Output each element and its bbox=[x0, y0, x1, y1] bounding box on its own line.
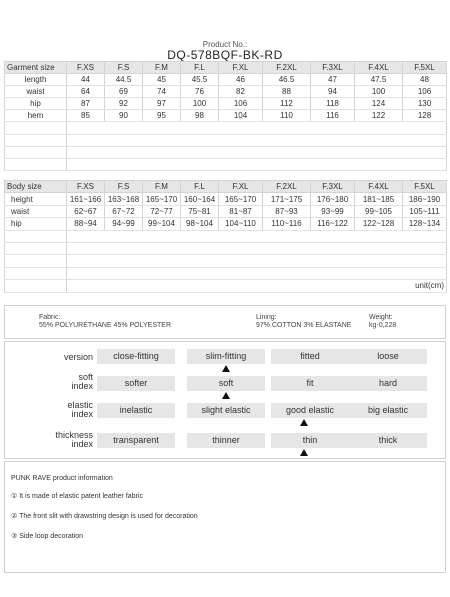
fabric-info bbox=[39, 314, 171, 330]
product-info-title: PUNK RAVE product information bbox=[11, 475, 113, 482]
table-cell: 92 bbox=[105, 98, 143, 110]
table-row bbox=[5, 218, 447, 230]
table-cell: 67~72 bbox=[105, 205, 143, 217]
row-label: waist bbox=[5, 205, 67, 217]
table-cell: 44 bbox=[67, 74, 105, 86]
table-cell: 105~111 bbox=[403, 205, 447, 217]
table-cell: 97 bbox=[143, 98, 181, 110]
index-row-soft bbox=[5, 373, 447, 397]
row-label: waist bbox=[5, 86, 67, 98]
row-label: hip bbox=[5, 98, 67, 110]
index-option-selected: thin bbox=[271, 433, 349, 448]
table-cell: 116~122 bbox=[311, 218, 355, 230]
table-cell: 81~87 bbox=[219, 205, 263, 217]
selection-marker-icon bbox=[300, 449, 308, 456]
table-cell: 110~116 bbox=[263, 218, 311, 230]
index-label: version bbox=[63, 352, 93, 362]
table-cell: 74 bbox=[143, 86, 181, 98]
selection-marker-icon bbox=[222, 365, 230, 372]
index-label: elastic index bbox=[67, 400, 93, 419]
table-cell: 46 bbox=[219, 74, 263, 86]
table-row bbox=[5, 110, 447, 122]
table-cell: 87~93 bbox=[263, 205, 311, 217]
selection-marker-icon bbox=[222, 392, 230, 399]
size-header: F.4XL bbox=[355, 181, 403, 193]
size-header: F.XL bbox=[219, 181, 263, 193]
index-option-selected: soft bbox=[187, 376, 265, 391]
list-item: ② The front slit with drawstring design is used for decoration bbox=[11, 513, 198, 520]
table-cell: 85 bbox=[67, 110, 105, 122]
size-header: F.2XL bbox=[263, 62, 311, 74]
empty-row bbox=[5, 255, 447, 267]
table-row bbox=[5, 74, 447, 86]
table-cell: 45 bbox=[143, 74, 181, 86]
table-cell: 106 bbox=[403, 86, 447, 98]
size-header: F.XL bbox=[219, 62, 263, 74]
table-cell: 69 bbox=[105, 86, 143, 98]
table-cell: 122~128 bbox=[355, 218, 403, 230]
table-cell: 99~104 bbox=[143, 218, 181, 230]
index-option: transparent bbox=[97, 433, 175, 448]
table-cell: 72~77 bbox=[143, 205, 181, 217]
row-label: length bbox=[5, 74, 67, 86]
empty-row bbox=[5, 267, 447, 279]
size-header: F.XS bbox=[67, 181, 105, 193]
size-header: F.L bbox=[181, 181, 219, 193]
size-header: F.L bbox=[181, 62, 219, 74]
product-number-label: Product No.: bbox=[202, 40, 248, 49]
table-cell: 122 bbox=[355, 110, 403, 122]
table-cell: 48 bbox=[403, 74, 447, 86]
lining-info bbox=[256, 314, 351, 330]
fabric-label: Fabric: bbox=[39, 314, 61, 321]
materials-box bbox=[4, 305, 446, 339]
row-label: height bbox=[5, 193, 67, 205]
index-option: thick bbox=[349, 433, 427, 448]
size-header: F.S bbox=[105, 62, 143, 74]
index-option: loose bbox=[349, 349, 427, 364]
index-option-selected: slim-fitting bbox=[187, 349, 265, 364]
row-label: hip bbox=[5, 218, 67, 230]
index-label: thickness index bbox=[55, 430, 93, 449]
table-cell: 75~81 bbox=[181, 205, 219, 217]
index-option: close-fitting bbox=[97, 349, 175, 364]
list-item: ① It is made of elastic patent leather fabric bbox=[11, 493, 143, 500]
table-cell: 116 bbox=[311, 110, 355, 122]
weight-info bbox=[369, 314, 396, 330]
body-size-label: Body size bbox=[5, 181, 67, 193]
table-cell: 118 bbox=[311, 98, 355, 110]
product-header bbox=[0, 40, 450, 61]
table-cell: 90 bbox=[105, 110, 143, 122]
size-header: F.3XL bbox=[311, 181, 355, 193]
body-header-row bbox=[5, 181, 447, 193]
empty-row bbox=[5, 158, 447, 170]
table-row bbox=[5, 98, 447, 110]
table-cell: 130 bbox=[403, 98, 447, 110]
table-cell: 46.5 bbox=[263, 74, 311, 86]
table-cell: 104~110 bbox=[219, 218, 263, 230]
table-cell: 128~134 bbox=[403, 218, 447, 230]
table-row bbox=[5, 86, 447, 98]
table-cell: 100 bbox=[181, 98, 219, 110]
table-cell: 64 bbox=[67, 86, 105, 98]
empty-row bbox=[5, 230, 447, 242]
table-cell: 181~185 bbox=[355, 193, 403, 205]
size-header: F.5XL bbox=[403, 62, 447, 74]
table-cell: 171~175 bbox=[263, 193, 311, 205]
index-option: slight elastic bbox=[187, 403, 265, 418]
table-cell: 128 bbox=[403, 110, 447, 122]
empty-row bbox=[5, 122, 447, 134]
unit-row bbox=[5, 280, 447, 292]
empty-row bbox=[5, 146, 447, 158]
lining-value: 97% COTTON 3% ELASTANE bbox=[256, 322, 352, 329]
size-header: F.4XL bbox=[355, 62, 403, 74]
index-box bbox=[4, 341, 446, 459]
table-cell: 163~168 bbox=[105, 193, 143, 205]
table-cell: 98 bbox=[181, 110, 219, 122]
index-row-version bbox=[5, 349, 447, 373]
table-cell: 165~170 bbox=[143, 193, 181, 205]
body-size-table bbox=[4, 180, 447, 293]
table-cell: 94 bbox=[311, 86, 355, 98]
index-option: big elastic bbox=[349, 403, 427, 418]
size-header: F.2XL bbox=[263, 181, 311, 193]
list-item: ③ Side loop decoration bbox=[11, 533, 84, 540]
index-option-selected: good elastic bbox=[271, 403, 349, 418]
table-cell: 186~190 bbox=[403, 193, 447, 205]
table-cell: 106 bbox=[219, 98, 263, 110]
table-cell: 45.5 bbox=[181, 74, 219, 86]
selection-marker-icon bbox=[300, 419, 308, 426]
unit-label: unit(cm) bbox=[67, 280, 447, 292]
table-cell: 88~94 bbox=[67, 218, 105, 230]
empty-row bbox=[5, 134, 447, 146]
table-cell: 95 bbox=[143, 110, 181, 122]
index-label: soft index bbox=[71, 372, 93, 391]
index-option: hard bbox=[349, 376, 427, 391]
product-code: DQ-578BQF-BK-RD bbox=[167, 48, 283, 62]
fabric-value: 55% POLYURETHANE 45% POLYESTER bbox=[39, 322, 172, 329]
garment-size-label: Garment size bbox=[5, 62, 67, 74]
table-cell: 47 bbox=[311, 74, 355, 86]
empty-row bbox=[5, 242, 447, 254]
table-cell: 82 bbox=[219, 86, 263, 98]
table-cell: 87 bbox=[67, 98, 105, 110]
table-row bbox=[5, 205, 447, 217]
table-cell: 110 bbox=[263, 110, 311, 122]
garment-size-table bbox=[4, 61, 447, 171]
table-cell: 100 bbox=[355, 86, 403, 98]
index-option: fitted bbox=[271, 349, 349, 364]
table-cell: 62~67 bbox=[67, 205, 105, 217]
table-cell: 176~180 bbox=[311, 193, 355, 205]
index-option: softer bbox=[97, 376, 175, 391]
table-cell: 44.5 bbox=[105, 74, 143, 86]
size-header: F.M bbox=[143, 181, 181, 193]
weight-label: Weight: bbox=[369, 314, 393, 321]
table-cell: 76 bbox=[181, 86, 219, 98]
index-option: fit bbox=[271, 376, 349, 391]
table-cell: 98~104 bbox=[181, 218, 219, 230]
table-cell: 93~99 bbox=[311, 205, 355, 217]
product-info-box bbox=[4, 461, 446, 573]
table-cell: 47.5 bbox=[355, 74, 403, 86]
table-cell: 88 bbox=[263, 86, 311, 98]
table-row bbox=[5, 193, 447, 205]
table-cell: 161~166 bbox=[67, 193, 105, 205]
index-option: inelastic bbox=[97, 403, 175, 418]
table-cell: 104 bbox=[219, 110, 263, 122]
table-cell: 160~164 bbox=[181, 193, 219, 205]
index-row-elastic bbox=[5, 401, 447, 425]
index-row-thickness bbox=[5, 430, 447, 454]
table-cell: 165~170 bbox=[219, 193, 263, 205]
size-header: F.M bbox=[143, 62, 181, 74]
table-cell: 94~99 bbox=[105, 218, 143, 230]
table-cell: 112 bbox=[263, 98, 311, 110]
index-option: thinner bbox=[187, 433, 265, 448]
size-header: F.5XL bbox=[403, 181, 447, 193]
lining-label: Lining: bbox=[256, 314, 277, 321]
size-header: F.XS bbox=[67, 62, 105, 74]
weight-value: kg-0,228 bbox=[369, 322, 397, 329]
garment-header-row bbox=[5, 62, 447, 74]
row-label: hem bbox=[5, 110, 67, 122]
size-header: F.3XL bbox=[311, 62, 355, 74]
table-cell: 124 bbox=[355, 98, 403, 110]
size-header: F.S bbox=[105, 181, 143, 193]
table-cell: 99~105 bbox=[355, 205, 403, 217]
